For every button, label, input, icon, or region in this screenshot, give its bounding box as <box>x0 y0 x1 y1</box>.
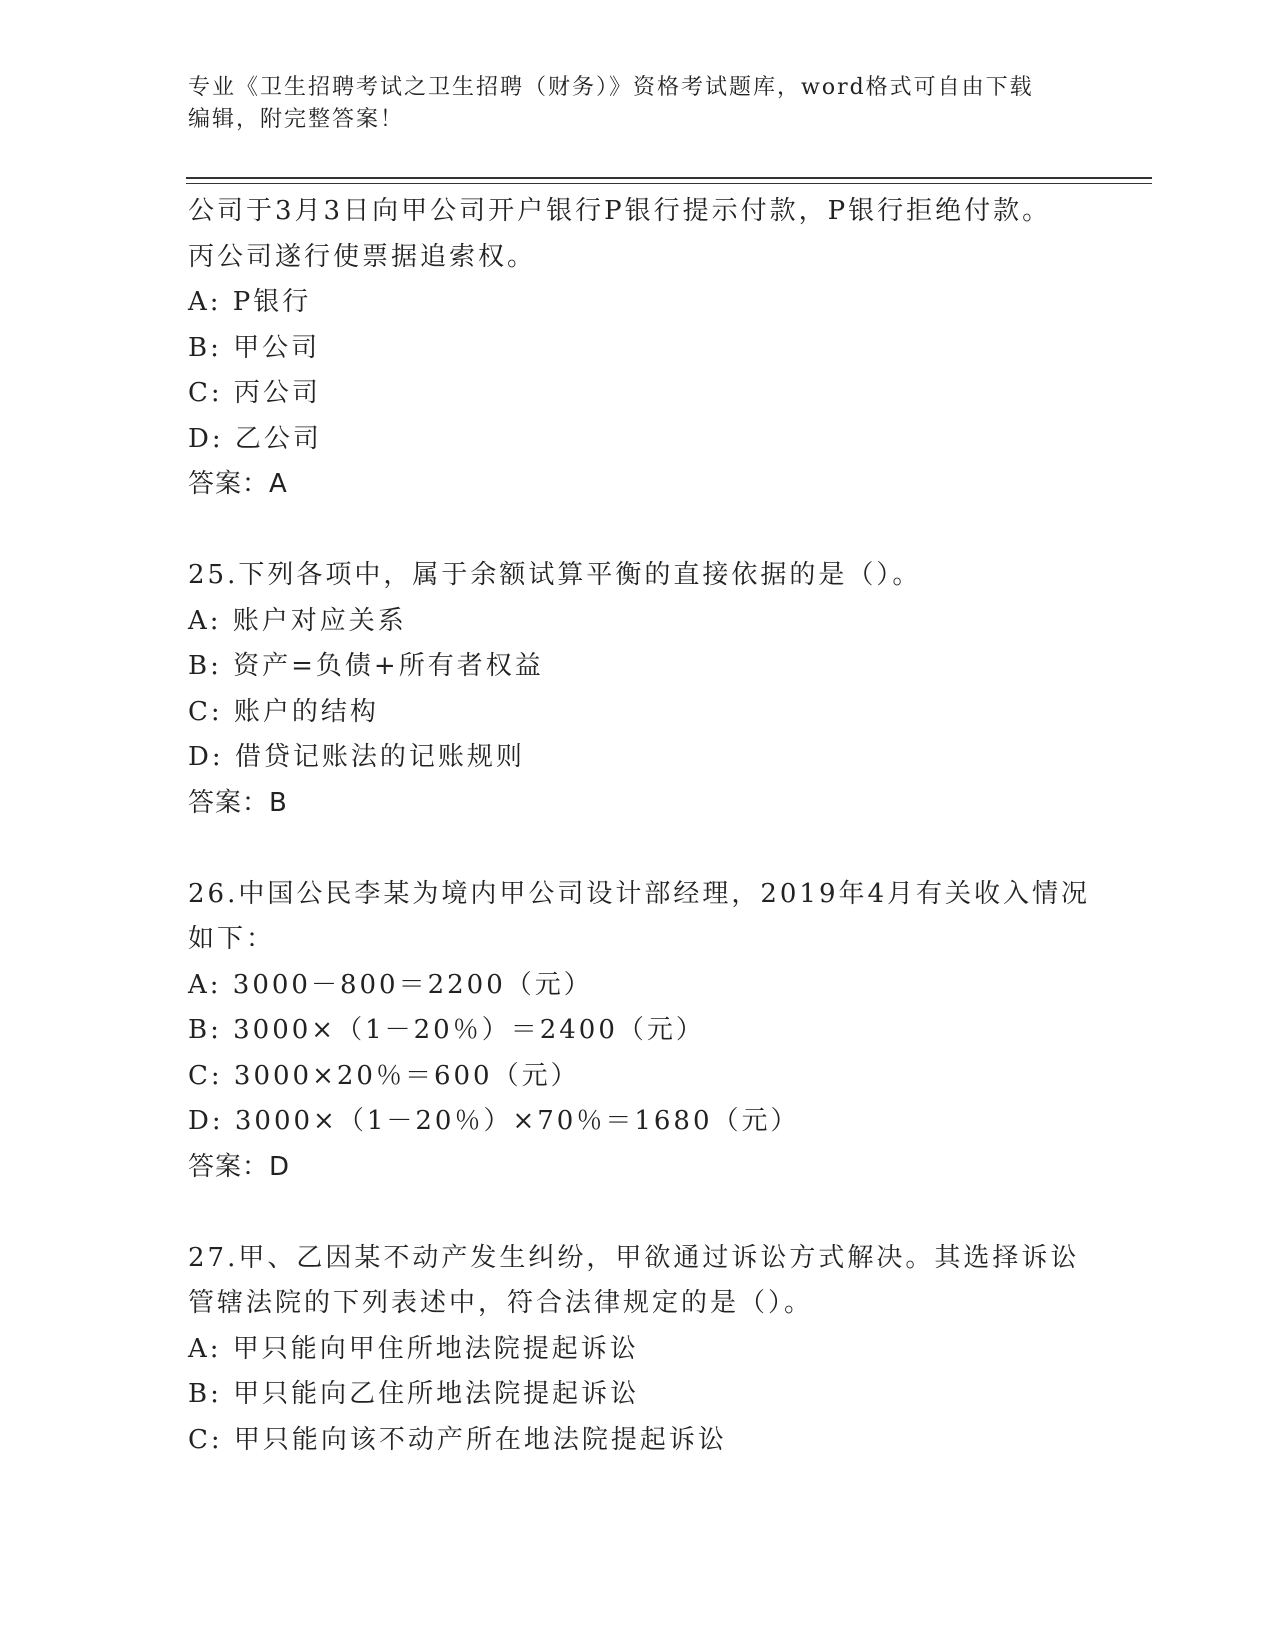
spacer <box>188 508 1088 554</box>
option-d: D: 乙公司 <box>188 423 322 454</box>
option-b: B: 甲公司 <box>188 332 321 363</box>
option-d: D: 借贷记账法的记账规则 <box>188 742 525 772</box>
option-c: C: 3000×20％＝600（元） <box>188 1060 580 1091</box>
option-b: B: 3000×（1－20％）＝2400（元） <box>188 1015 705 1045</box>
question-text: 公司于3月3日向甲公司开户银行P银行提示付款，P银行拒绝付款。 <box>188 196 1052 226</box>
option-c: C: 丙公司 <box>188 378 321 408</box>
question-text: 管辖法院的下列表述中，符合法律规定的是（）。 <box>188 1288 814 1318</box>
question-continuation <box>188 189 1088 508</box>
option-c: C: 账户的结构 <box>188 696 379 727</box>
header-divider-thin <box>186 183 1152 184</box>
option-a: A: P银行 <box>188 287 312 317</box>
option-b: B: 资产=负债+所有者权益 <box>188 651 544 681</box>
option-d: D: 3000×（1－20％）×70％＝1680（元） <box>188 1106 800 1136</box>
question-text: 27.甲、乙因某不动产发生纠纷，甲欲通过诉讼方式解决。其选择诉讼 <box>188 1242 1080 1273</box>
question-text: 如下： <box>188 924 276 954</box>
option-b: B: 甲只能向乙住所地法院提起诉讼 <box>188 1379 640 1409</box>
spacer <box>188 826 1088 872</box>
question-25 <box>188 553 1088 826</box>
option-c: C: 甲只能向该不动产所在地法院提起诉讼 <box>188 1424 727 1455</box>
document-body <box>188 189 1091 1463</box>
answer-line: 答案：D <box>188 1151 291 1182</box>
option-a: A: 3000－800＝2200（元） <box>188 969 593 1000</box>
question-text: 26.中国公民李某为境内甲公司设计部经理，2019年4月有关收入情况 <box>188 878 1091 909</box>
document-header <box>188 72 1088 136</box>
answer-line: 答案：B <box>188 787 288 818</box>
question-text: 丙公司遂行使票据追索权。 <box>188 241 537 272</box>
answer-line: 答案：A <box>188 469 288 499</box>
question-27 <box>188 1236 1088 1464</box>
question-26 <box>188 872 1091 1191</box>
spacer <box>188 1190 1088 1236</box>
question-text: 25.下列各项中，属于余额试算平衡的直接依据的是（）。 <box>188 560 922 590</box>
header-line-2: 编辑，附完整答案！ <box>188 107 405 132</box>
option-a: A: 账户对应关系 <box>188 605 407 636</box>
header-divider-thick <box>186 177 1152 179</box>
option-a: A: 甲只能向甲住所地法院提起诉讼 <box>188 1333 639 1364</box>
header-line-1: 专业《卫生招聘考试之卫生招聘（财务）》资格考试题库，word格式可自由下载 <box>188 75 1034 100</box>
